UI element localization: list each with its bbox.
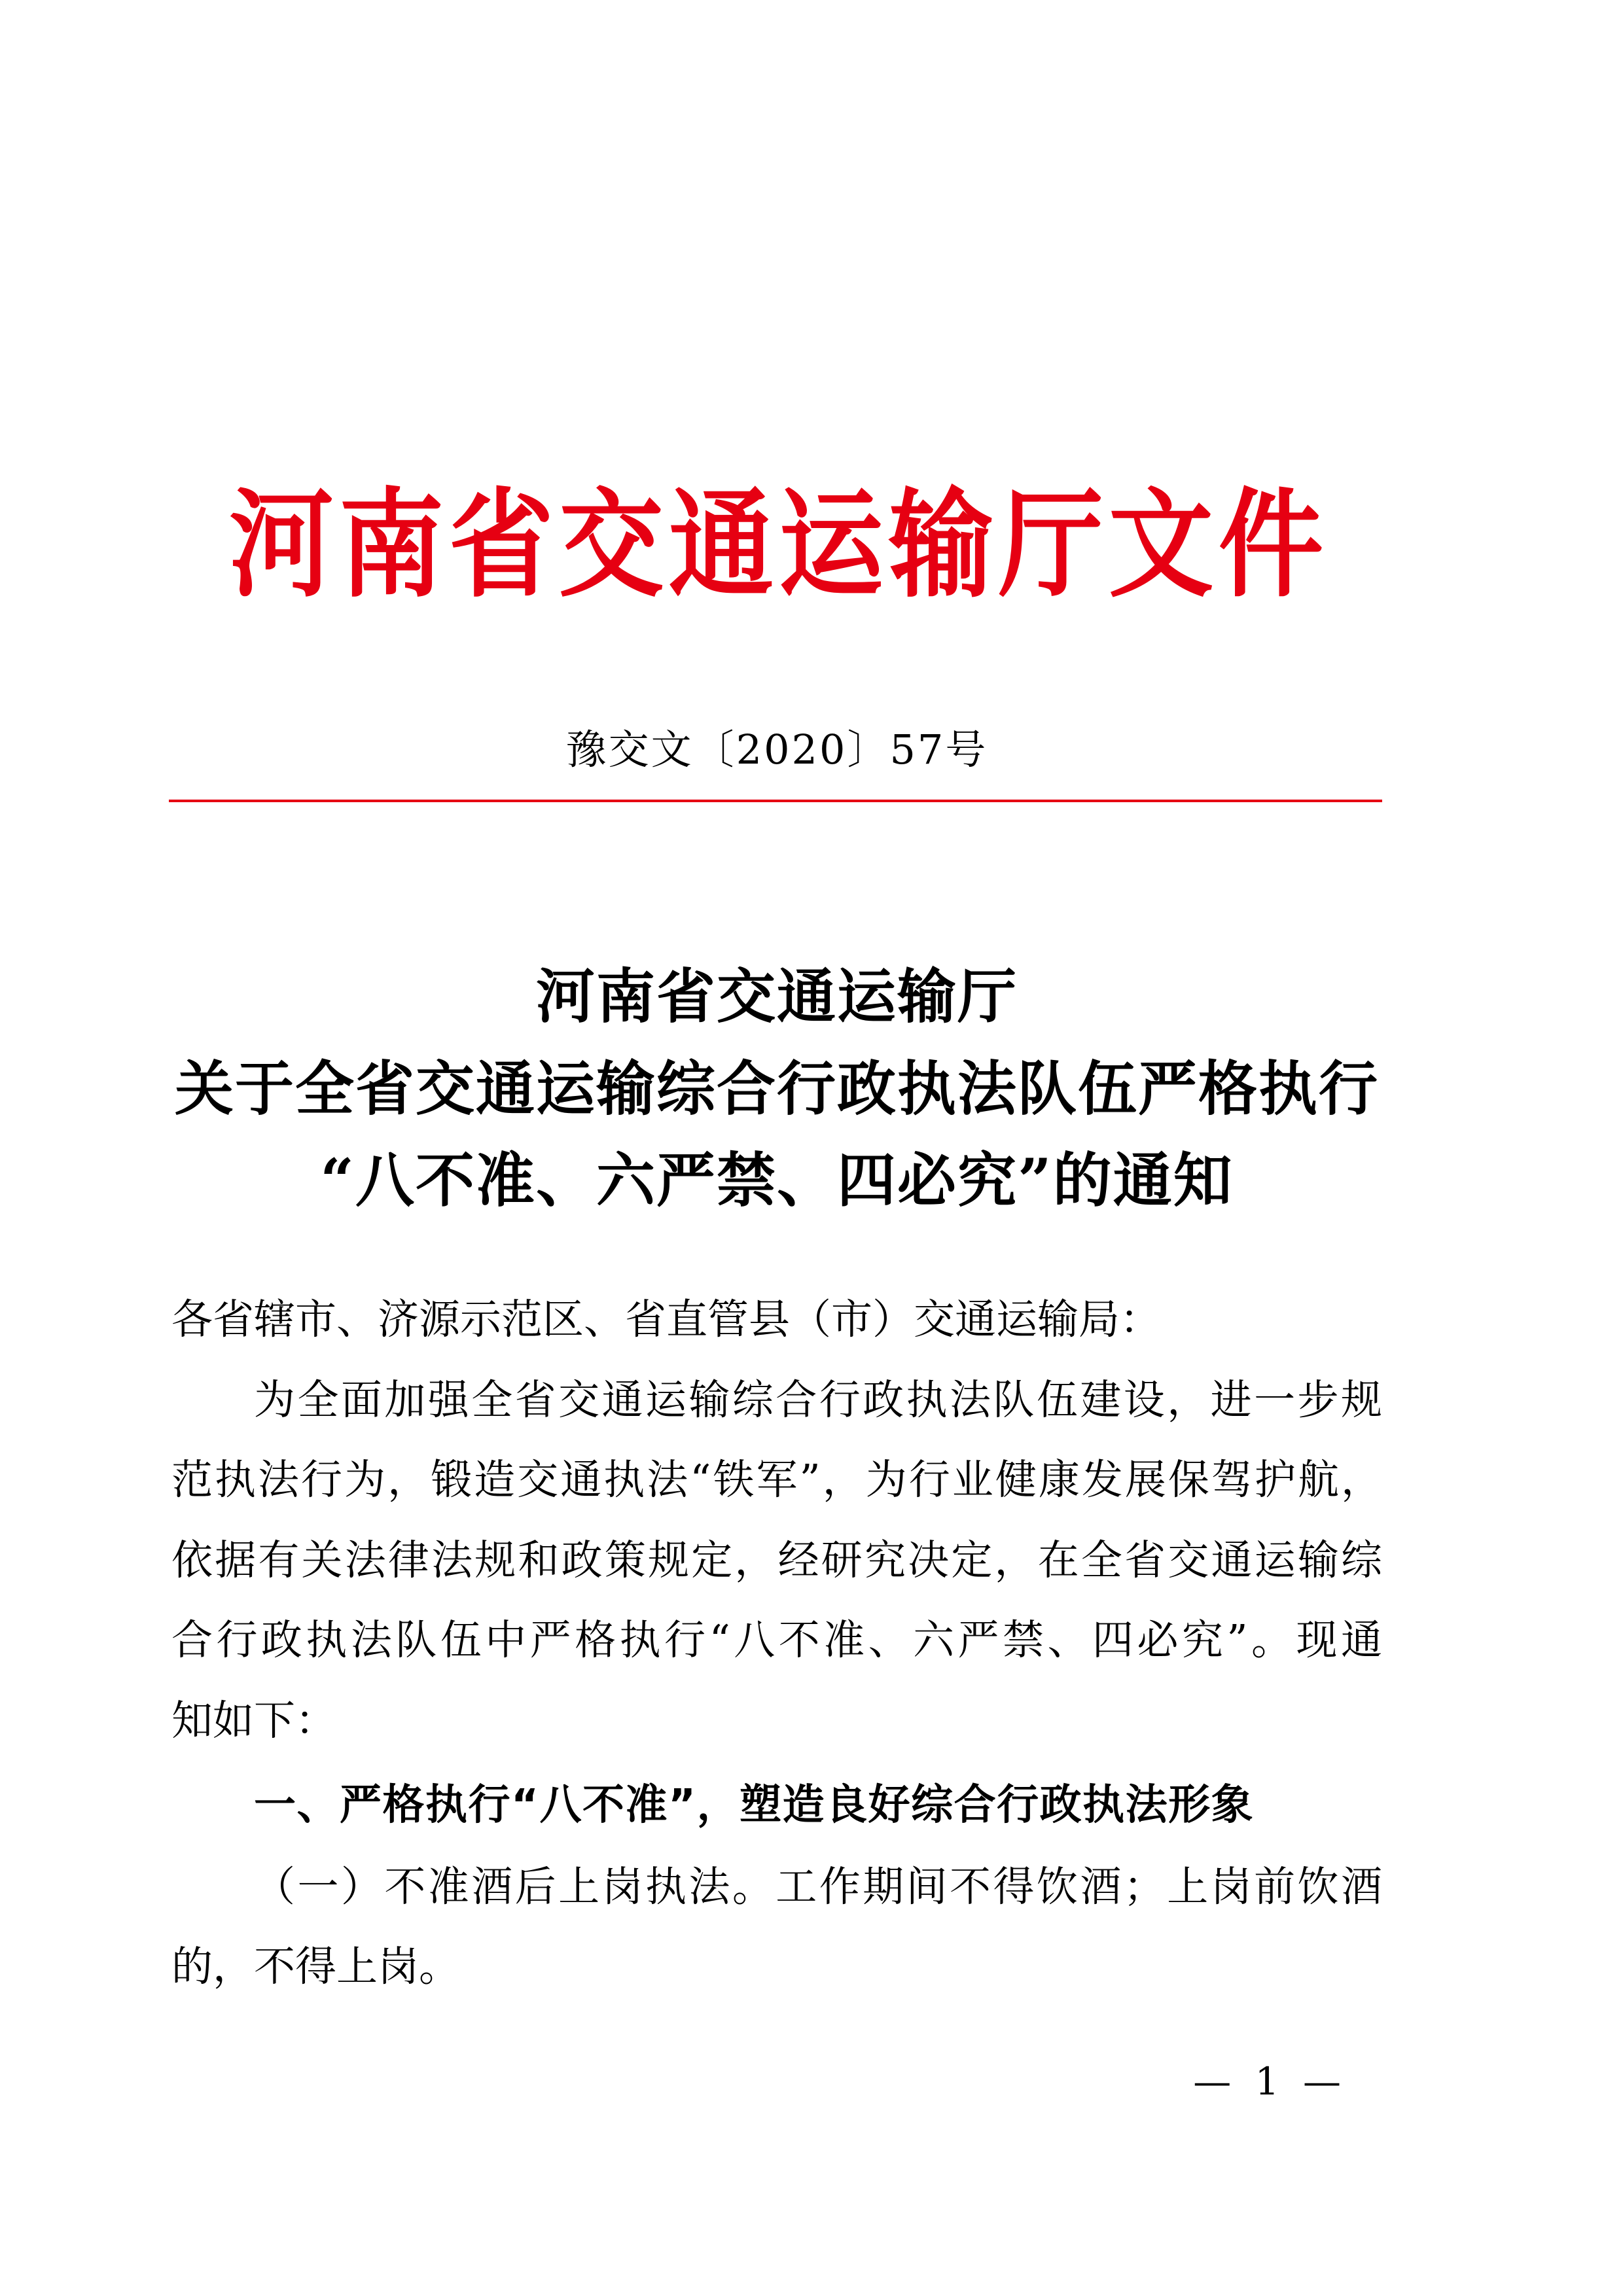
paragraph-line: 范执法行为，锻造交通执法“铁军”，为行业健康发展保驾护航，: [171, 1456, 1382, 1504]
salutation: 各省辖市、济源示范区、省直管县（市）交通运输局：: [171, 1296, 1161, 1343]
issuer-red-header: 河南省交通运输厅文件: [228, 475, 1329, 614]
paragraph-line: 合行政执法队伍中严格执行“八不准、六严禁、四必究”。现通: [171, 1616, 1382, 1665]
title-line-subject: 关于全省交通运输综合行政执法队伍严格执行: [175, 1053, 1379, 1123]
body-text: [171, 1280, 1382, 1761]
page-number: — 1 —: [1193, 2059, 1341, 2104]
paragraph-line: （一）不准酒后上岗执法。工作期间不得饮酒；上岗前饮酒: [254, 1863, 1382, 1911]
paragraph-line: 依据有关法律法规和政策规定，经研究决定，在全省交通运输综: [171, 1536, 1382, 1584]
title-line-notice: “八不准、六严禁、四必究”的通知: [320, 1146, 1234, 1215]
paragraph-line: 知如下：: [171, 1696, 336, 1744]
document-title: [171, 951, 1382, 1227]
red-separator-line: [169, 800, 1382, 802]
paragraph-line: 的，不得上岗。: [171, 1943, 460, 1990]
section-heading: 一、严格执行“八不准”，塑造良好综合行政执法形象: [254, 1781, 1255, 1829]
title-line-issuer: 河南省交通运输厅: [536, 962, 1018, 1031]
list-item: [171, 1847, 1382, 2007]
document-number: 豫交文〔2020〕57号: [565, 726, 988, 773]
paragraph-line: 为全面加强全省交通运输综合行政执法队伍建设，进一步规: [254, 1375, 1382, 1424]
